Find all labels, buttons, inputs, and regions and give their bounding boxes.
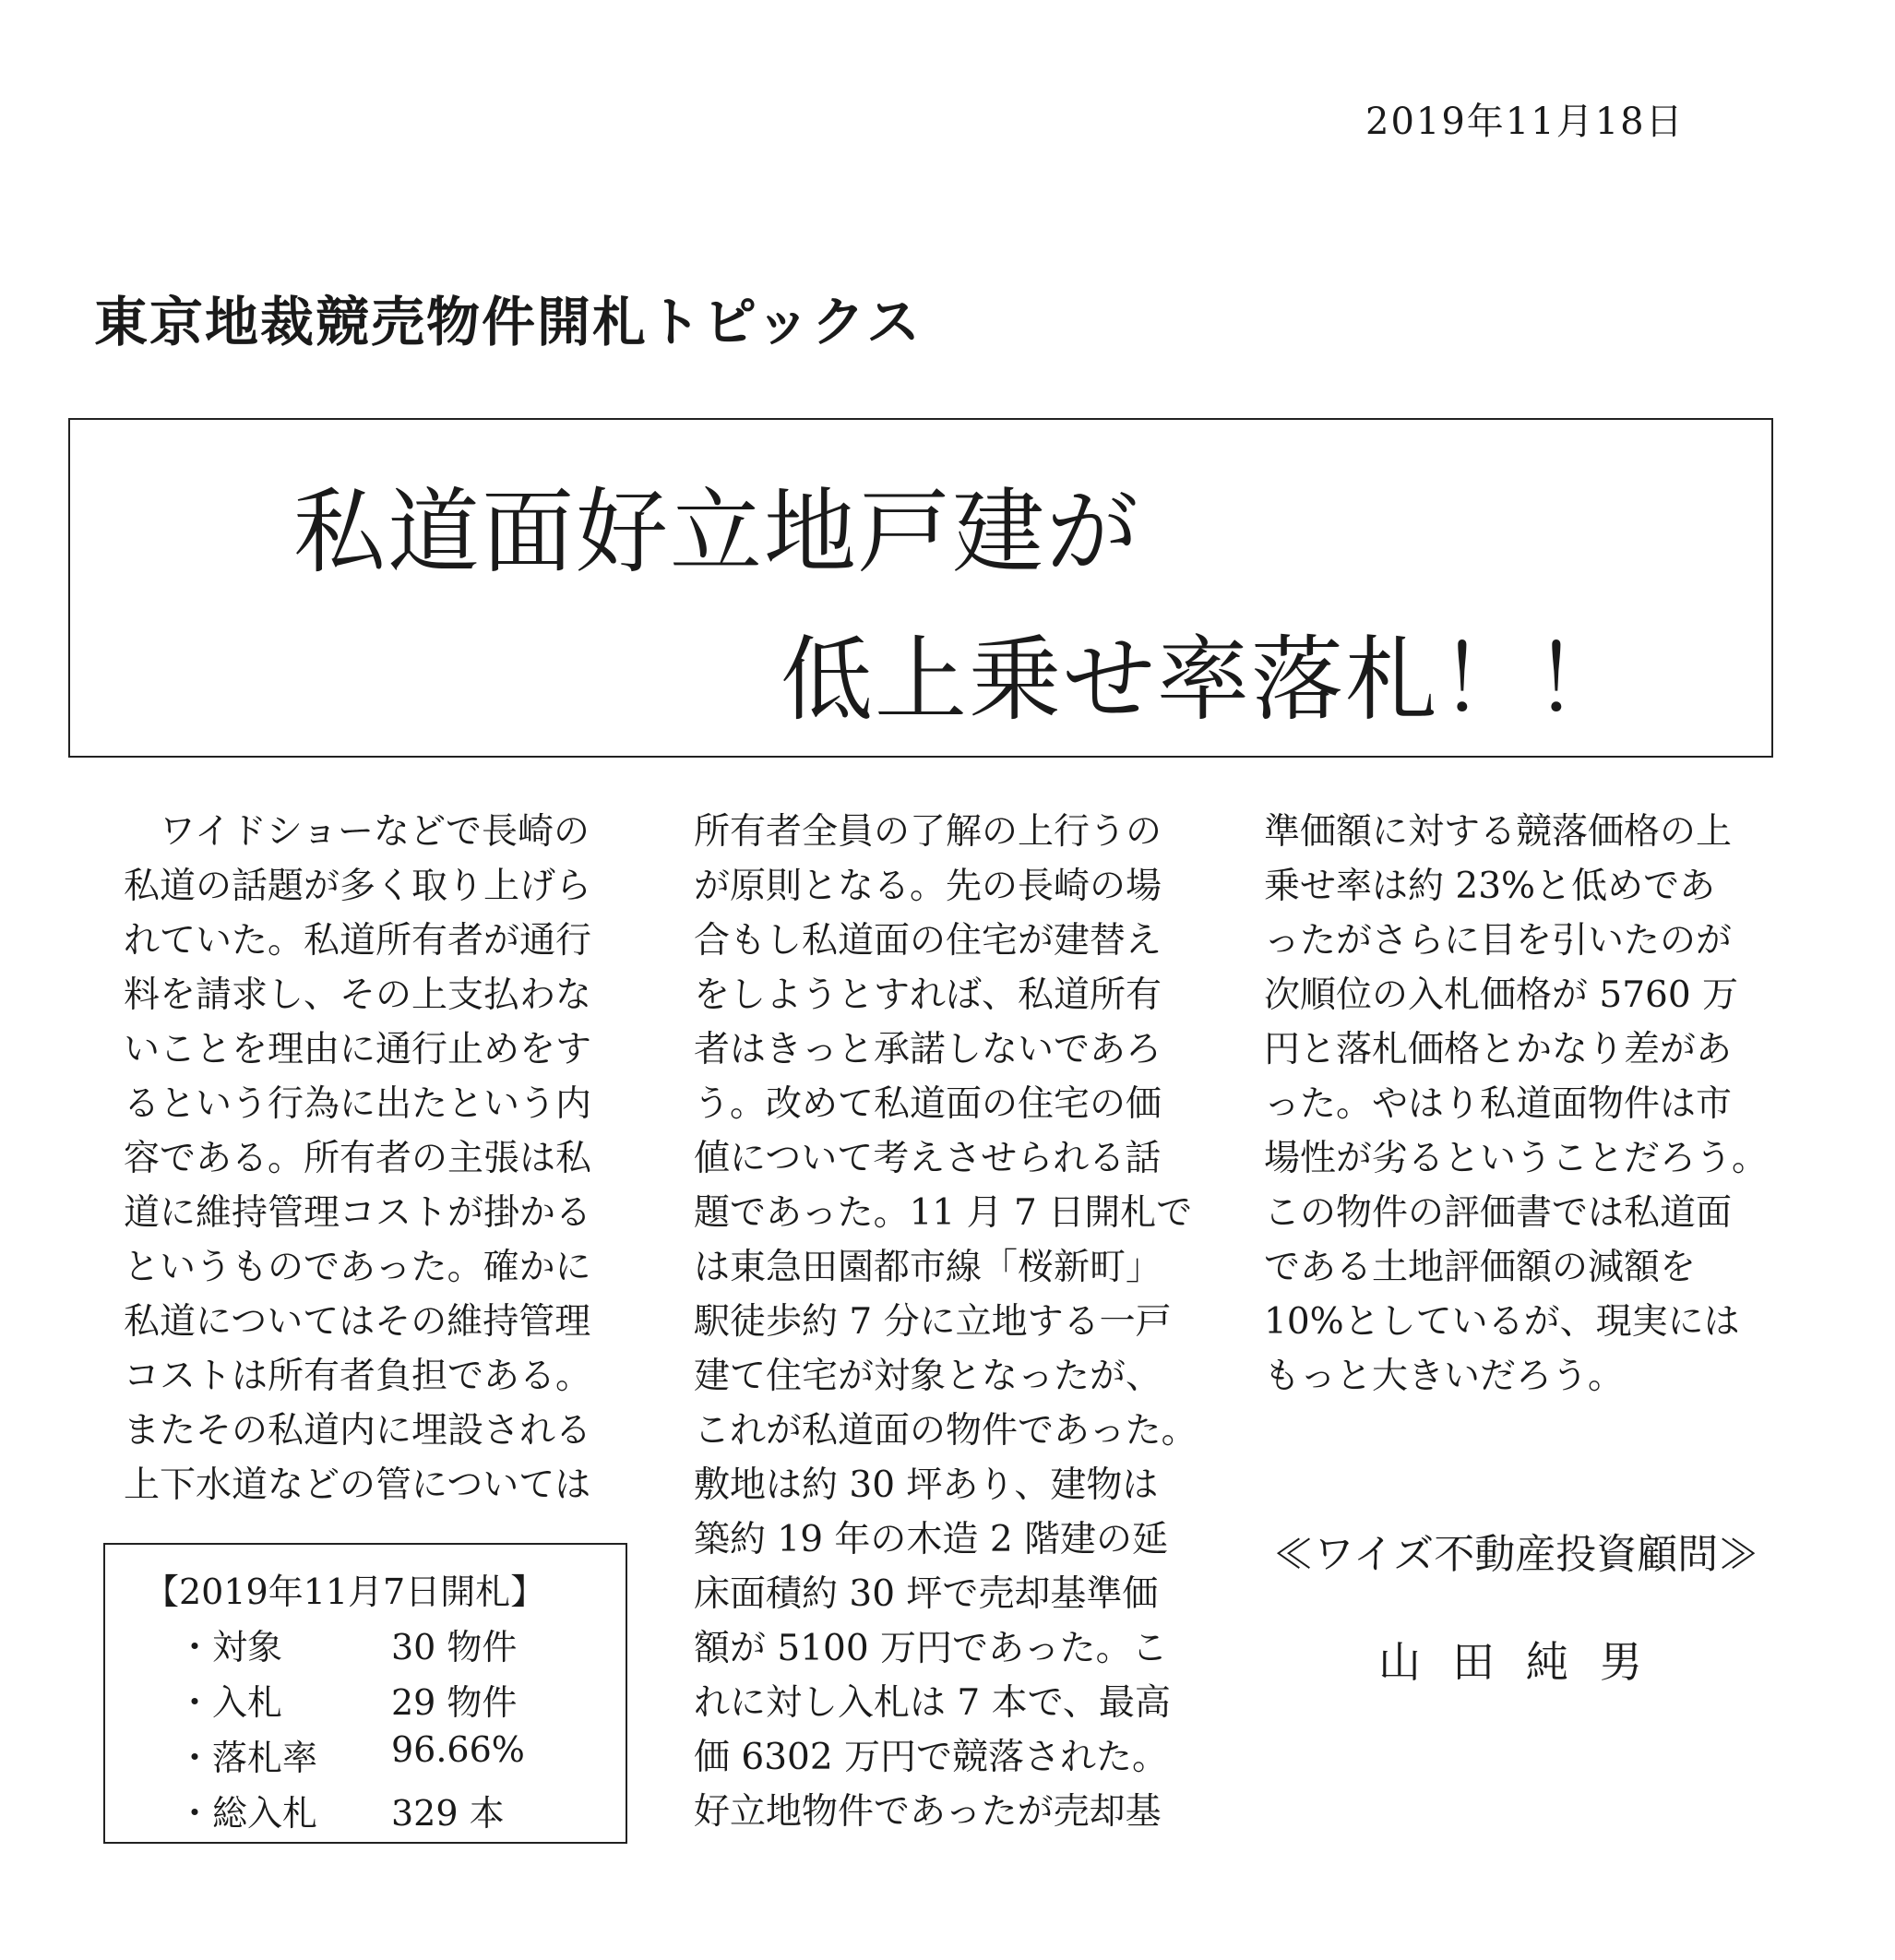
- article-line: 私道についてはその維持管理: [124, 1301, 591, 1343]
- article-line: るという行為に出たという内: [124, 1083, 592, 1125]
- article-line: ワイドショーなどで長崎の: [124, 811, 590, 853]
- article-line: 建て住宅が対象となったが、: [694, 1356, 1162, 1397]
- article-line: 価 6302 万円で競落された。: [694, 1737, 1169, 1778]
- article-line: 駅徒歩約 7 分に立地する一戸: [694, 1301, 1172, 1343]
- topic-heading: 東京地裁競売物件開札トピックス: [94, 291, 923, 353]
- article-line: ったがさらに目を引いたのが: [1264, 920, 1733, 962]
- article-line: 上下水道などの管については: [124, 1464, 591, 1506]
- article-column-2: [694, 805, 1198, 1839]
- article-line: 乗せ率は約 23%と低めであ: [1264, 866, 1716, 907]
- article-line: う。改めて私道面の住宅の価: [694, 1083, 1162, 1125]
- headline-line-2: 低上乗せ率落札！！: [781, 626, 1627, 734]
- article-line: れていた。私道所有者が通行: [124, 920, 592, 962]
- article-line: 容である。所有者の主張は私: [124, 1138, 592, 1179]
- article-line: コストは所有者負担である。: [124, 1356, 592, 1397]
- article-line: 10%としているが、現実には: [1264, 1301, 1740, 1343]
- article-line: った。やはり私道面物件は市: [1264, 1083, 1733, 1125]
- article-line: 場性が劣るということだろう。: [1264, 1138, 1769, 1179]
- article-line: 道に維持管理コストが掛かる: [124, 1192, 592, 1234]
- article-line: 題であった。11 月 7 日開札で: [694, 1192, 1193, 1234]
- stat-label: ・落札率: [177, 1738, 318, 1778]
- article-line: 料を請求し、その上支払わな: [124, 974, 592, 1016]
- article-line: 築約 19 年の木造 2 階建の延: [694, 1519, 1169, 1560]
- auction-stats-box: [103, 1543, 627, 1844]
- article-column-1: [124, 805, 591, 1512]
- article-line: 円と落札価格とかなり差があ: [1264, 1029, 1733, 1070]
- article-line: が原則となる。先の長崎の場: [694, 866, 1162, 907]
- stat-value: 29 物件: [391, 1682, 518, 1723]
- article-line: いことを理由に通行止めをす: [124, 1029, 592, 1070]
- article-line: 所有者全員の了解の上行うの: [694, 811, 1162, 853]
- stat-label: ・対象: [177, 1627, 283, 1667]
- headline-line-1: 私道面好立地戸建が: [293, 478, 1140, 586]
- article-line: またその私道内に埋設される: [124, 1410, 592, 1452]
- firm-name: ≪ワイズ不動産投資顧問≫: [1273, 1531, 1759, 1578]
- article-line: 者はきっと承諾しないであろ: [694, 1029, 1162, 1070]
- article-line: というものであった。確かに: [124, 1247, 591, 1288]
- article-line: れに対し入札は 7 本で、最高: [694, 1682, 1171, 1724]
- stat-value: 30 物件: [391, 1627, 518, 1667]
- article-line: 額が 5100 万円であった。こ: [694, 1628, 1168, 1669]
- article-line: 好立地物件であったが売却基: [694, 1791, 1162, 1833]
- issue-date: 2019年11月18日: [1365, 101, 1685, 143]
- headline-box: [68, 418, 1773, 758]
- article-line: 合もし私道面の住宅が建替え: [694, 920, 1162, 962]
- article-line: である土地評価額の減額を: [1264, 1247, 1697, 1288]
- article-line: 準価額に対する競落価格の上: [1264, 811, 1733, 853]
- stats-title: 【2019年11月7日開札】: [144, 1572, 546, 1612]
- article-line: もっと大きいだろう。: [1264, 1356, 1625, 1397]
- article-line: 私道の話題が多く取り上げら: [124, 866, 592, 907]
- article-line: 値について考えさせられる話: [694, 1138, 1162, 1179]
- article-line: 敷地は約 30 坪あり、建物は: [694, 1464, 1159, 1506]
- article-line: 次順位の入札価格が 5760 万: [1264, 974, 1739, 1016]
- article-line: は東急田園都市線「桜新町」: [694, 1247, 1162, 1288]
- article-line: 床面積約 30 坪で売却基準価: [694, 1573, 1159, 1615]
- stat-label: ・入札: [177, 1682, 283, 1723]
- stat-value: 329 本: [391, 1793, 505, 1834]
- article-column-3: [1264, 805, 1768, 1404]
- author-name: 山田純男: [1378, 1637, 1674, 1687]
- article-line: をしようとすれば、私道所有: [694, 974, 1162, 1016]
- stat-value: 96.66%: [391, 1729, 525, 1770]
- article-line: この物件の評価書では私道面: [1264, 1192, 1733, 1234]
- stat-label: ・総入札: [177, 1793, 318, 1834]
- article-line: これが私道面の物件であった。: [694, 1410, 1198, 1452]
